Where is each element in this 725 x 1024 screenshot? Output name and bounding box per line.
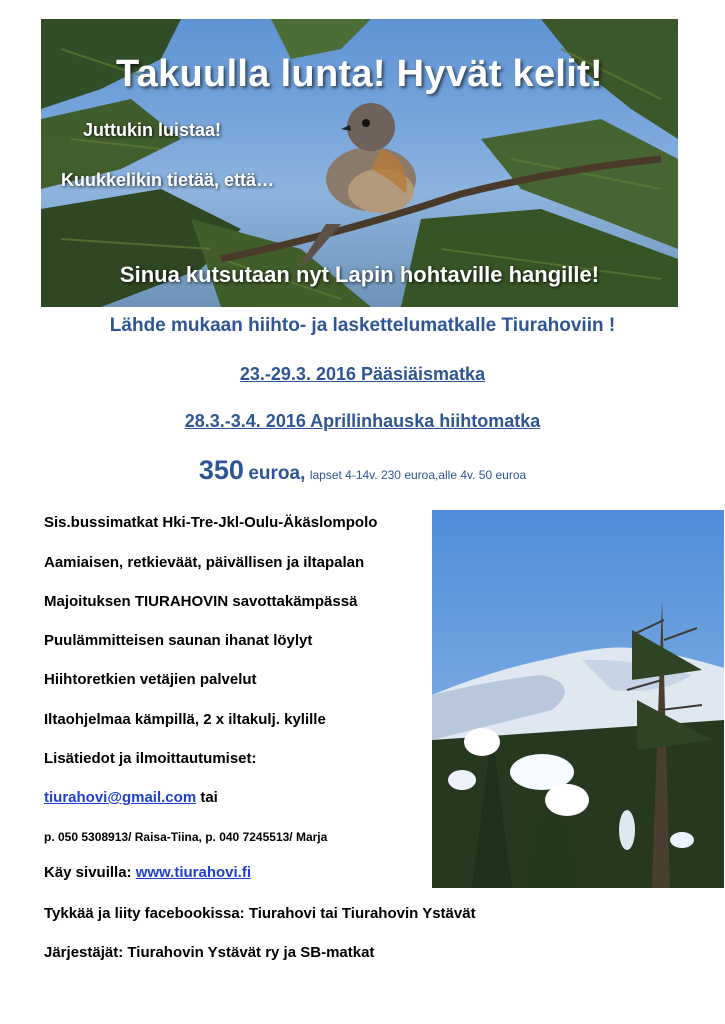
price-currency: euroa [248, 463, 301, 484]
facebook-line: Tykkää ja liity facebookissa: Tiurahovi tai Tiurahovin Ystävät [44, 905, 476, 922]
snowy-fell-photo [432, 510, 724, 888]
website-label: Käy sivuilla: [44, 864, 136, 881]
detail-item: Sis.bussimatkat Hki-Tre-Jkl-Oulu-Äkäslompolo [44, 514, 378, 531]
price-children: lapset 4-14v. 230 euroa,alle 4v. 50 euroa [309, 468, 527, 482]
price-comma: , [300, 463, 306, 484]
price-line [0, 455, 725, 486]
trip-date-easter-text: 23.-29.3. 2016 Pääsiäismatka [239, 364, 486, 384]
website-link[interactable]: www.tiurahovi.fi [135, 864, 252, 881]
snowy-fell-image [432, 510, 724, 888]
email-row [44, 789, 218, 806]
detail-item: Lisätiedot ja ilmoittautumiset: [44, 750, 257, 767]
hero-invitation: Sinua kutsutaan nyt Lapin hohtaville hangille! [119, 262, 600, 287]
detail-item: Majoituksen TIURAHOVIN savottakämpässä [44, 593, 358, 610]
trip-date-april-text: 28.3.-3.4. 2016 Aprillinhauska hiihtomatka [184, 411, 541, 431]
bird-figure [299, 103, 416, 269]
hero-tagline-2: Kuukkelikin tietää, että… [61, 170, 275, 190]
trip-date-april [0, 411, 725, 432]
email-suffix: tai [196, 789, 218, 806]
hero-title: Takuulla lunta! Hyvät kelit! [115, 53, 604, 95]
email-link[interactable]: tiurahovi@gmail.com [44, 789, 197, 806]
hero-banner [41, 19, 678, 307]
website-row [44, 864, 251, 881]
detail-item: Aamiaisen, retkieväät, päivällisen ja iltapalan [44, 554, 365, 571]
detail-item: Hiihtoretkien vetäjien palvelut [44, 671, 257, 688]
lead-heading: Lähde mukaan hiihto- ja laskettelumatkalle Tiurahoviin ! [109, 315, 616, 336]
phone-numbers: p. 050 5308913/ Raisa-Tiina, p. 040 7245513/ Marja [44, 830, 328, 844]
price-amount: 350 [198, 455, 244, 485]
organizers-line: Järjestäjät: Tiurahovin Ystävät ry ja SB-matkat [44, 944, 375, 961]
hero-tagline-1: Juttukin luistaa! [83, 120, 222, 140]
detail-item: Iltaohjelmaa kämpillä, 2 x iltakulj. kylille [44, 711, 326, 728]
detail-item: Puulämmitteisen saunan ihanat löylyt [44, 632, 313, 649]
trip-date-easter [0, 364, 725, 385]
